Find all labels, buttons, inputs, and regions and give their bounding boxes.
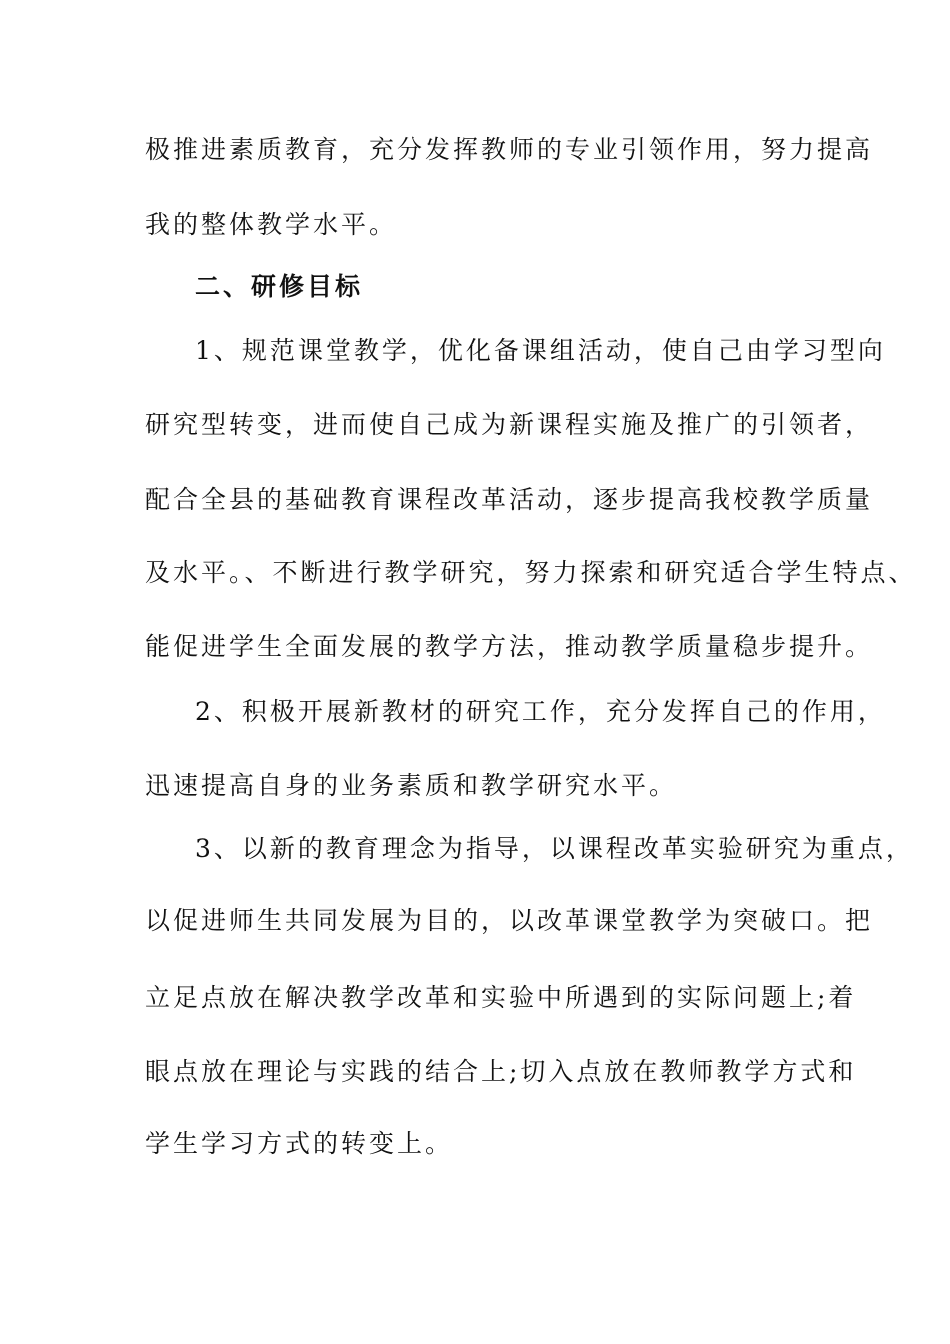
text-line: 配合全县的基础教育课程改革活动，逐步提高我校教学质量 xyxy=(145,485,874,514)
text-line: 能促进学生全面发展的教学方法，推动教学质量稳步提升。 xyxy=(145,632,874,661)
text-line: 2、积极开展新教材的研究工作，充分发挥自己的作用， xyxy=(195,697,886,726)
text-line: 我的整体教学水平。 xyxy=(145,210,398,239)
text-line: 及水平。、不断进行教学研究，努力探索和研究适合学生特点、 xyxy=(145,558,917,587)
text-line: 以促进师生共同发展为目的，以改革课堂教学为突破口。把 xyxy=(145,906,874,935)
text-line: 研究型转变，进而使自己成为新课程实施及推广的引领者， xyxy=(145,410,874,439)
text-line: 极推进素质教育，充分发挥教师的专业引领作用，努力提高 xyxy=(145,135,874,164)
section-heading: 二、研修目标 xyxy=(195,272,364,301)
text-line: 迅速提高自身的业务素质和教学研究水平。 xyxy=(145,771,678,800)
text-line: 学生学习方式的转变上。 xyxy=(145,1129,454,1158)
text-line: 立足点放在解决教学改革和实验中所遇到的实际问题上;着 xyxy=(145,983,857,1012)
text-line: 3、以新的教育理念为指导，以课程改革实验研究为重点， xyxy=(195,834,914,863)
text-line: 眼点放在理论与实践的结合上;切入点放在教师教学方式和 xyxy=(145,1057,857,1086)
text-line: 1、规范课堂教学，优化备课组活动，使自己由学习型向 xyxy=(195,336,886,365)
